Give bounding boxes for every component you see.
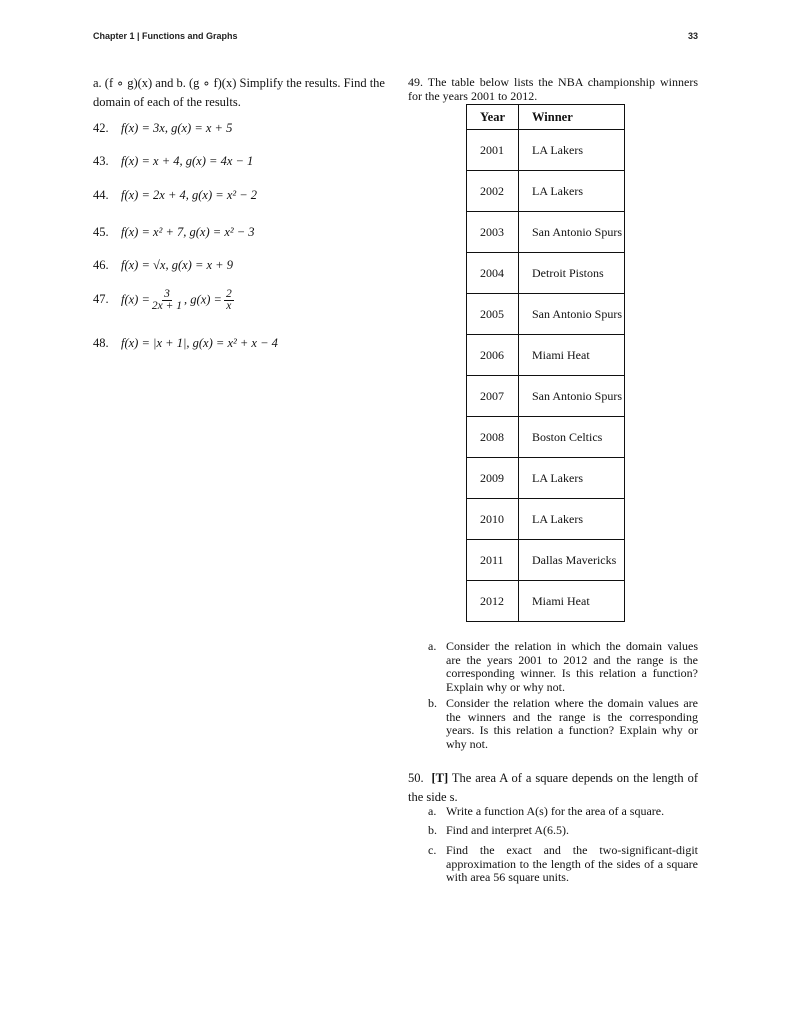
chapter-header: Chapter 1 | Functions and Graphs (93, 31, 238, 41)
year-cell: 2009 (467, 458, 519, 499)
part-text: Consider the relation in which the domain values are the years 2001 to 2012 and the range is the corresponding winner. Is this relation a function? Explain why or why not. (446, 639, 698, 694)
nba-winners-table (466, 104, 625, 622)
question-50-part-b (428, 824, 698, 838)
year-cell: 2008 (467, 417, 519, 458)
table-row (467, 540, 625, 581)
question-text: The area A of a square depends on the length of the side s. (408, 771, 698, 804)
exercise-formula: f(x) = x + 4, g(x) = 4x − 1 (121, 154, 254, 168)
exercise-number: 44. (93, 188, 109, 202)
exercise-number: 42. (93, 121, 109, 135)
exercise-number: 48. (93, 336, 109, 350)
exercise-formula: f(x) = x² + 7, g(x) = x² − 3 (121, 225, 255, 239)
exercise-formula: f(x) = 3x, g(x) = x + 5 (121, 121, 233, 135)
winner-cell: Dallas Mavericks (519, 540, 625, 581)
table-header-row (467, 105, 625, 130)
part-text: Find and interpret A(6.5). (446, 823, 569, 837)
year-cell: 2007 (467, 376, 519, 417)
question-49: 49. The table below lists the NBA championship winners for the years 2001 to 2012. (408, 75, 698, 103)
winner-cell: LA Lakers (519, 499, 625, 540)
winner-cell: San Antonio Spurs (519, 376, 625, 417)
intro-line-2: domain of each of the results. (93, 95, 241, 109)
table-row (467, 253, 625, 294)
exercise-number: 46. (93, 258, 109, 272)
year-cell: 2003 (467, 212, 519, 253)
winner-cell: LA Lakers (519, 458, 625, 499)
exercise-43 (93, 154, 253, 169)
year-cell: 2004 (467, 253, 519, 294)
table-row (467, 294, 625, 335)
winner-cell: Boston Celtics (519, 417, 625, 458)
technology-tag: [T] (431, 771, 449, 785)
table-row (467, 499, 625, 540)
part-text: Write a function A(s) for the area of a square. (446, 804, 665, 818)
table-row (467, 130, 625, 171)
part-text: Consider the relation where the domain values are the winners and the range is the corresponding years. Is this relation a function? Explain why or why not. (446, 696, 698, 751)
table-row (467, 376, 625, 417)
winner-cell: Miami Heat (519, 335, 625, 376)
intro-line-1: a. (f ∘ g)(x) and b. (g ∘ f)(x) Simplify the results. Find the (93, 76, 385, 90)
question-50-part-c (428, 844, 698, 885)
year-cell: 2011 (467, 540, 519, 581)
column-header-winner: Winner (519, 105, 625, 130)
numerator: 2 (225, 288, 232, 300)
exercise-formula: f(x) = 2x + 4, g(x) = x² − 2 (121, 188, 258, 202)
exercise-45 (93, 225, 255, 240)
exercise-44 (93, 188, 257, 203)
winner-cell: Detroit Pistons (519, 253, 625, 294)
numerator: 3 (164, 288, 170, 300)
denominator: 2x + 1 (151, 300, 183, 312)
winner-cell: LA Lakers (519, 171, 625, 212)
exercise-46 (93, 258, 233, 273)
part-label: a. (428, 804, 437, 818)
part-label: b. (428, 823, 437, 837)
winner-cell: Miami Heat (519, 581, 625, 622)
year-cell: 2010 (467, 499, 519, 540)
fraction-g (224, 289, 234, 312)
table-row (467, 335, 625, 376)
exercise-42 (93, 121, 232, 136)
year-cell: 2005 (467, 294, 519, 335)
question-number: 50. (408, 771, 424, 785)
exercise-formula: f(x) = √x, g(x) = x + 9 (121, 258, 233, 272)
exercise-48 (93, 336, 278, 351)
table-row (467, 458, 625, 499)
winner-cell: San Antonio Spurs (519, 294, 625, 335)
exercise-number: 47. (93, 292, 109, 307)
denominator: x (226, 300, 232, 312)
column-header-year: Year (467, 105, 519, 130)
question-49-part-a (428, 640, 698, 694)
part-text: Find the exact and the two-significant-digit approximation to the length of the sides of a square with area 56 square units. (446, 843, 698, 884)
year-cell: 2002 (467, 171, 519, 212)
exercise-number: 45. (93, 225, 109, 239)
winner-cell: San Antonio Spurs (519, 212, 625, 253)
year-cell: 2001 (467, 130, 519, 171)
fraction-f (152, 289, 182, 312)
exercise-number: 43. (93, 154, 109, 168)
question-49-part-b (428, 697, 698, 751)
page-number: 33 (688, 31, 699, 41)
table-row (467, 417, 625, 458)
table-row (467, 212, 625, 253)
table-row (467, 171, 625, 212)
formula-lhs: f(x) = (121, 292, 150, 307)
winner-cell: LA Lakers (519, 130, 625, 171)
exercise-formula: f(x) = |x + 1|, g(x) = x² + x − 4 (121, 336, 278, 350)
question-50 (408, 769, 698, 807)
part-label: c. (428, 843, 437, 857)
year-cell: 2012 (467, 581, 519, 622)
question-50-part-a (428, 805, 698, 819)
part-label: b. (428, 696, 437, 710)
table-row (467, 581, 625, 622)
year-cell: 2006 (467, 335, 519, 376)
part-label: a. (428, 639, 437, 653)
formula-lhs: , g(x) = (184, 292, 222, 307)
exercise-47 (93, 289, 236, 312)
